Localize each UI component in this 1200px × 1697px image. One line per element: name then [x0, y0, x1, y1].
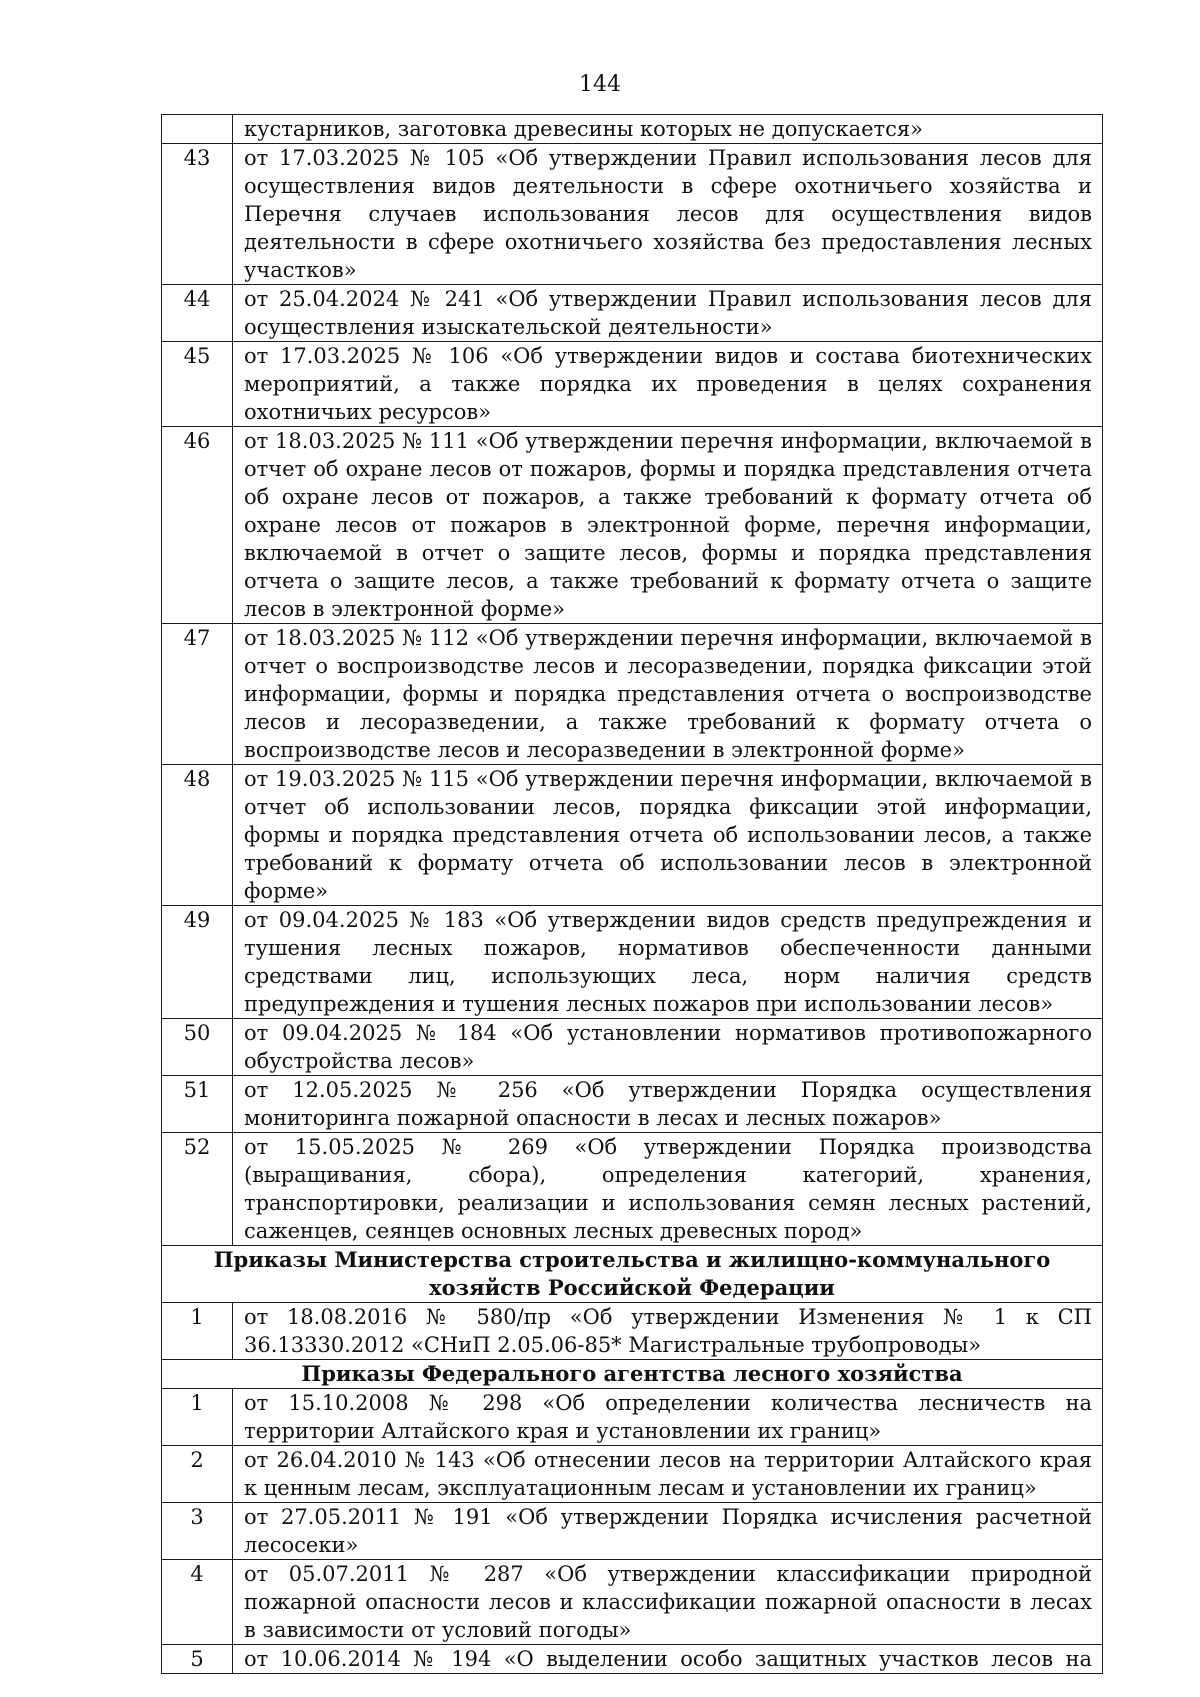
row-document-text: от 27.05.2011 № 191 «Об утверждении Порядка исчисления расчетной лесосеки»	[233, 1503, 1103, 1560]
row-document-text: от 26.04.2010 № 143 «Об отнесении лесов на территории Алтайского края к ценным лесам, эксплуатационным лесам и установлении их границ»	[233, 1446, 1103, 1503]
row-number: 51	[162, 1076, 233, 1133]
row-number: 52	[162, 1133, 233, 1246]
row-number: 4	[162, 1560, 233, 1645]
table-row	[162, 1446, 1103, 1503]
row-number: 46	[162, 427, 233, 624]
row-document-text: от 19.03.2025 № 115 «Об утверждении перечня информации, включаемой в отчет об использовании лесов, порядка фиксации этой информации, формы и порядка представления отчета об использовании лесов, а также требований к формату отчета об использовании лесов в электронной форме»	[233, 765, 1103, 906]
table-row	[162, 1076, 1103, 1133]
table-row	[162, 1503, 1103, 1560]
table-row	[162, 285, 1103, 342]
page-number: 144	[579, 72, 621, 97]
section-header: Приказы Министерства строительства и жилищно-коммунального хозяйств Российской Федерации	[162, 1246, 1103, 1303]
row-document-text: от 15.05.2025 № 269 «Об утверждении Порядка производства (выращивания, сбора), определения категорий, хранения, транспортировки, реализации и использования семян лесных растений, саженцев, сеянцев основных лесных древесных пород»	[233, 1133, 1103, 1246]
regulations-table	[161, 114, 1103, 1674]
table-row	[162, 1560, 1103, 1645]
row-document-text: от 05.07.2011 № 287 «Об утверждении классификации природной пожарной опасности лесов и классификации пожарной опасности в лесах в зависимости от условий погоды»	[233, 1560, 1103, 1645]
row-number: 49	[162, 906, 233, 1019]
row-number: 1	[162, 1389, 233, 1446]
row-document-text: от 15.10.2008 № 298 «Об определении количества лесничеств на территории Алтайского края и установлении их границ»	[233, 1389, 1103, 1446]
row-number: 48	[162, 765, 233, 906]
row-number: 45	[162, 342, 233, 427]
table-row	[162, 1019, 1103, 1076]
section-header: Приказы Федерального агентства лесного хозяйства	[162, 1360, 1103, 1389]
table-row	[162, 1133, 1103, 1246]
row-document-text: от 18.08.2016 № 580/пр «Об утверждении Изменения № 1 к СП 36.13330.2012 «СНиП 2.05.06-85* Магистральные трубопроводы»	[233, 1303, 1103, 1360]
row-document-text: от 17.03.2025 № 105 «Об утверждении Правил использования лесов для осуществления видов деятельности в сфере охотничьего хозяйства и Перечня случаев использования лесов для осуществления видов деятельности в сфере охотничьего хозяйства без предоставления лесных участков»	[233, 144, 1103, 285]
table-row	[162, 342, 1103, 427]
table-row	[162, 1389, 1103, 1446]
table-row	[162, 765, 1103, 906]
row-document-text: от 12.05.2025 № 256 «Об утверждении Порядка осуществления мониторинга пожарной опасности в лесах и лесных пожаров»	[233, 1076, 1103, 1133]
row-number: 1	[162, 1303, 233, 1360]
row-number: 43	[162, 144, 233, 285]
row-number: 50	[162, 1019, 233, 1076]
row-document-text: от 18.03.2025 № 111 «Об утверждении перечня информации, включаемой в отчет об охране лесов от пожаров, формы и порядка представления отчета об охране лесов от пожаров, а также требований к формату отчета об охране лесов от пожаров в электронной форме, перечня информации, включаемой в отчет о защите лесов, формы и порядка представления отчета о защите лесов, а также требований к формату отчета о защите лесов в электронной форме»	[233, 427, 1103, 624]
row-document-text: от 17.03.2025 № 106 «Об утверждении видов и состава биотехнических мероприятий, а также порядка их проведения в целях сохранения охотничьих ресурсов»	[233, 342, 1103, 427]
row-number: 44	[162, 285, 233, 342]
row-number: 2	[162, 1446, 233, 1503]
row-document-text: от 09.04.2025 № 184 «Об установлении нормативов противопожарного обустройства лесов»	[233, 1019, 1103, 1076]
row-number	[162, 115, 233, 144]
row-number: 47	[162, 624, 233, 765]
table-row	[162, 1303, 1103, 1360]
section-header-row	[162, 1360, 1103, 1389]
row-number: 3	[162, 1503, 233, 1560]
row-document-text: от 10.06.2014 № 194 «О выделении особо защитных участков лесов на	[233, 1645, 1103, 1674]
row-document-text: кустарников, заготовка древесины которых не допускается»	[233, 115, 1103, 144]
row-document-text: от 09.04.2025 № 183 «Об утверждении видов средств предупреждения и тушения лесных пожаров, нормативов обеспеченности данными средствами лиц, использующих леса, норм наличия средств предупреждения и тушения лесных пожаров при использовании лесов»	[233, 906, 1103, 1019]
table-row	[162, 144, 1103, 285]
section-header-row	[162, 1246, 1103, 1303]
row-number: 5	[162, 1645, 233, 1674]
table-row	[162, 115, 1103, 144]
table-row	[162, 624, 1103, 765]
row-document-text: от 18.03.2025 № 112 «Об утверждении перечня информации, включаемой в отчет о воспроизводстве лесов и лесоразведении, порядка фиксации этой информации, формы и порядка представления отчета о воспроизводстве лесов и лесоразведении, а также требований к формату отчета о воспроизводстве лесов и лесоразведении в электронной форме»	[233, 624, 1103, 765]
row-document-text: от 25.04.2024 № 241 «Об утверждении Правил использования лесов для осуществления изыскательской деятельности»	[233, 285, 1103, 342]
table-row	[162, 906, 1103, 1019]
table-row	[162, 1645, 1103, 1674]
table-row	[162, 427, 1103, 624]
